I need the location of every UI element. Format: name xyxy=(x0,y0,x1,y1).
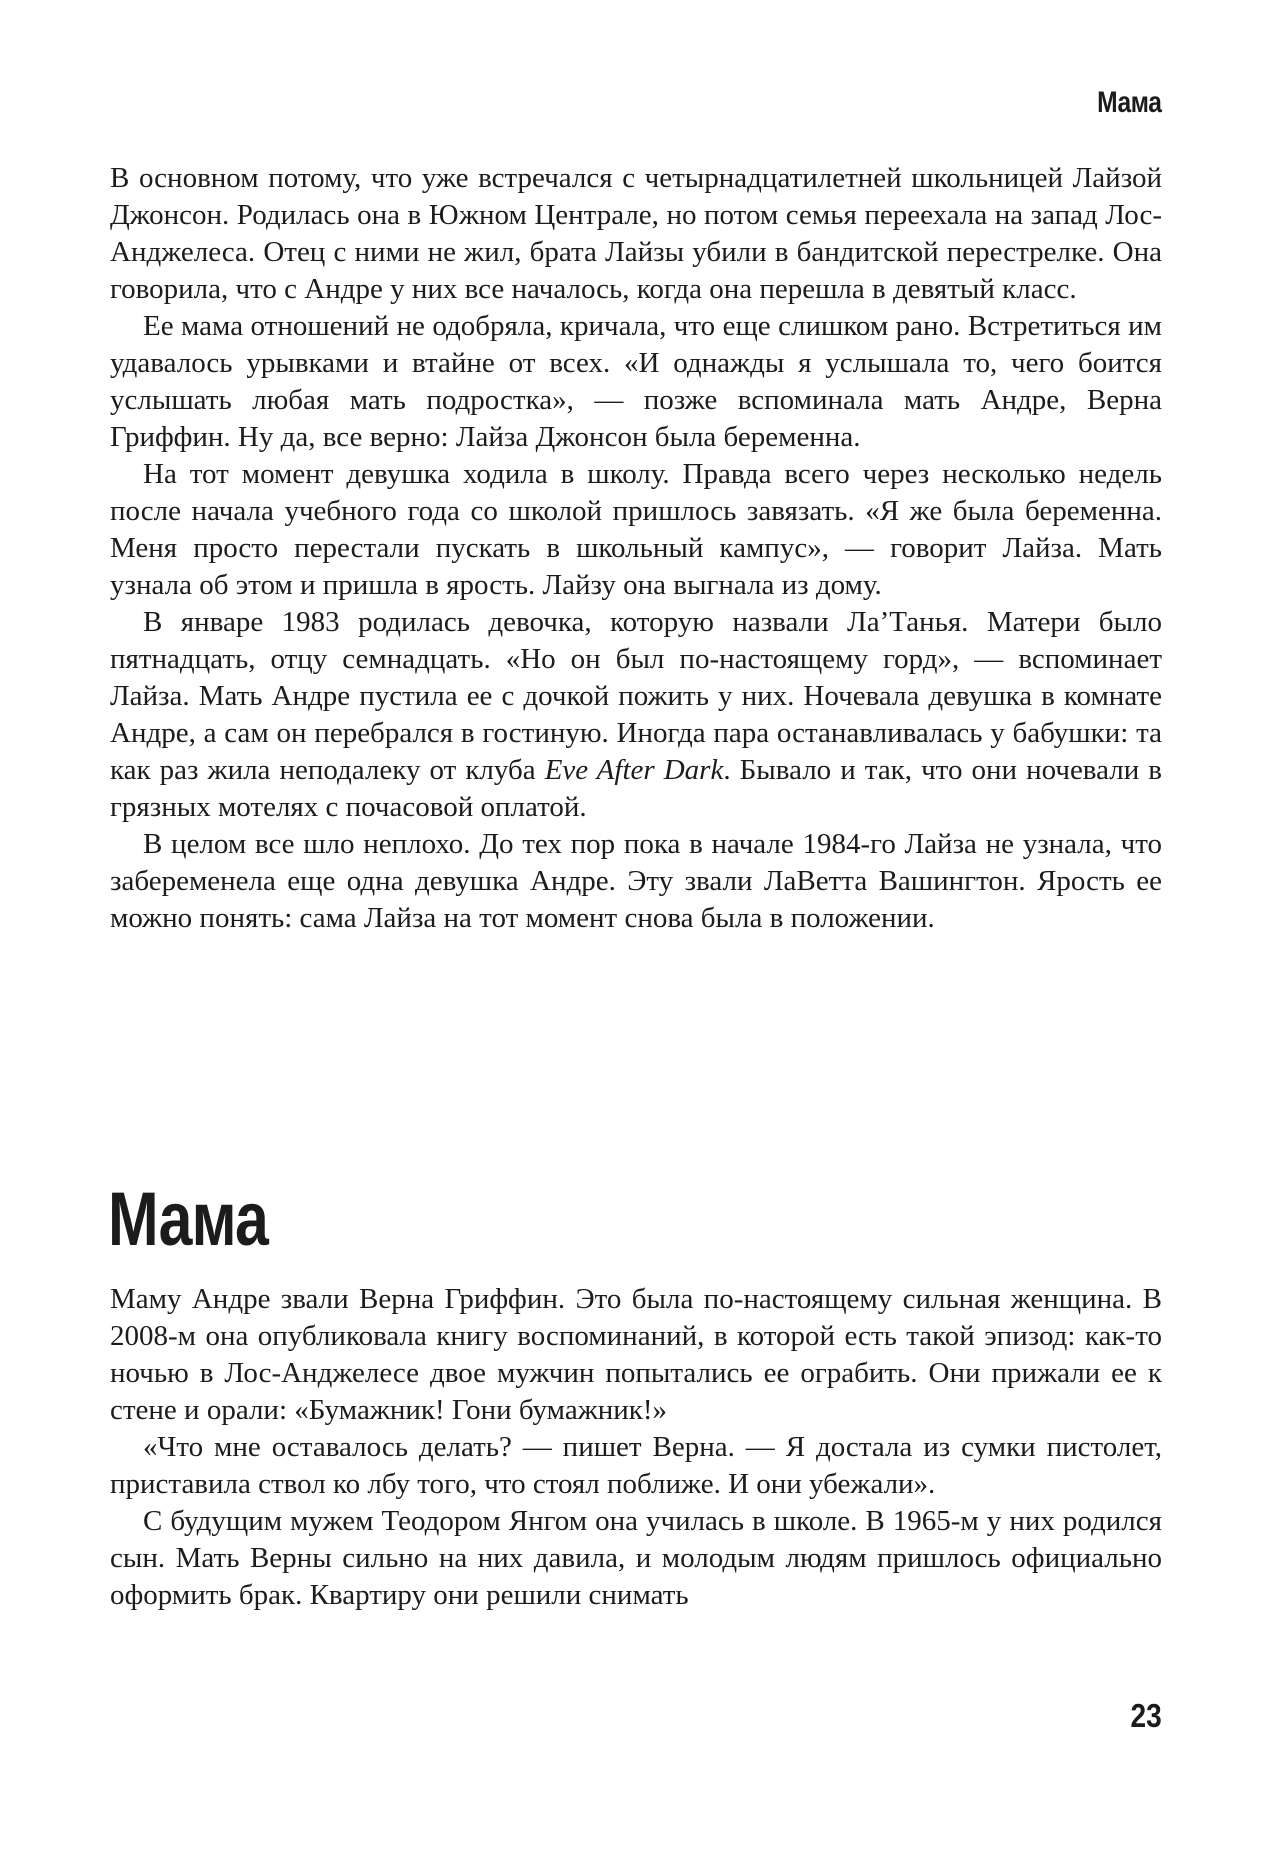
paragraph xyxy=(110,604,1162,826)
paragraph: Маму Андре звали Верна Гриффин. Это была по-настоящему сильная женщина. В 2008-м она опубликовала книгу воспоминаний, в которой есть такой эпизод: как-то ночью в Лос-Анджелесе двое мужчин попытались ее ограбить. Они прижали ее к стене и орали: «Бумажник! Гони бумажник!» xyxy=(110,1283,1162,1426)
club-name: Eve After Dark xyxy=(544,754,724,786)
paragraph: «Что мне оставалось делать? — пишет Верна. — Я достала из сумки пистолет, приставила ствол ко лбу того, что стоял поближе. И они убежали». xyxy=(110,1431,1162,1500)
paragraph: С будущим мужем Теодором Янгом она училась в школе. В 1965-м у них родился сын. Мать Верны сильно на них давила, и молодым людям пришлось официально оформить брак. Квартиру они решили снимать xyxy=(110,1505,1162,1611)
paragraph: В основном потому, что уже встречался с четырнадцатилетней школьницей Лайзой Джонсон. Родилась она в Южном Централе, но потом семья переехала на запад Лос-Анджелеса. Отец с ними не жил, брата Лайзы убили в бандитской перестрелке. Она говорила, что с Андре у них все началось, когда она перешла в девятый класс. xyxy=(110,162,1162,305)
paragraph: Ее мама отношений не одобряла, кричала, что еще слишком рано. Встретиться им удавалось урывками и втайне от всех. «И однажды я услышала то, чего боится услышать любая мать подростка», — позже вспоминала мать Андре, Верна Гриффин. Ну да, все верно: Лайза Джонсон была беременна. xyxy=(110,310,1162,453)
section-title: Мама xyxy=(108,1177,268,1262)
text-block-intro xyxy=(110,160,1162,937)
paragraph: В целом все шло неплохо. До тех пор пока в начале 1984-го Лайза не узнала, что забеременела еще одна девушка Андре. Эту звали ЛаВетта Вашингтон. Ярость ее можно понять: сама Лайза на тот момент снова была в положении. xyxy=(110,828,1162,934)
paragraph-text: . Бывало и так, что они ночевали в грязных мотелях с почасовой оплатой. xyxy=(110,754,1162,823)
paragraph: На тот момент девушка ходила в школу. Правда всего через несколько недель после начала учебного года со школой пришлось завязать. «Я же была беременна. Меня просто перестали пускать в школьный кампус», — говорит Лайза. Мать узнала об этом и пришла в ярость. Лайзу она выгнала из дому. xyxy=(110,458,1162,601)
page-number: 23 xyxy=(1130,1697,1162,1734)
paragraph-text: В январе 1983 родилась девочка, которую назвали Ла’Танья. Матери было пятнадцать, отцу семнадцать. «Но он был по-настоящему горд», — вспоминает Лайза. Мать Андре пустила ее с дочкой пожить у них. Ночевала девушка в комнате Андре, а сам он перебрался в гостиную. Иногда пара останавливалась у бабушки: та как раз жила неподалеку от клуба xyxy=(110,606,1162,786)
text-block-section xyxy=(110,1281,1162,1614)
running-head: Мама xyxy=(1097,86,1162,119)
